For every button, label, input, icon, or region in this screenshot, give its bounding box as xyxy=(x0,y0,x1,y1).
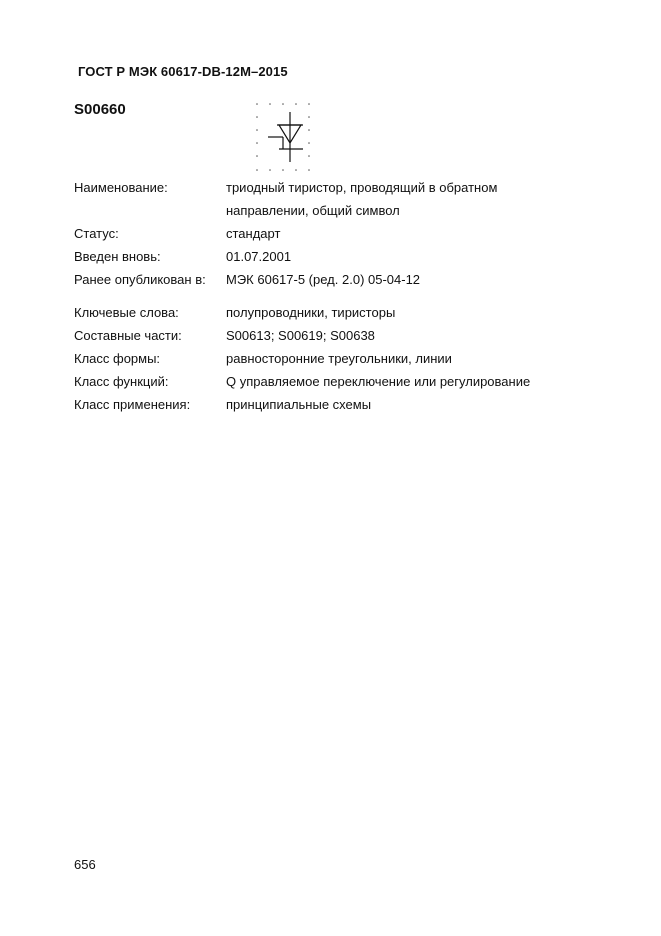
field-value: принципиальные схемы xyxy=(226,397,372,412)
symbol-code: S00660 xyxy=(74,101,126,118)
thyristor-symbol-icon xyxy=(249,98,323,178)
field-value: направлении, общий символ xyxy=(226,203,400,218)
field-value: S00613; S00619; S00638 xyxy=(226,328,375,343)
field-value: МЭК 60617-5 (ред. 2.0) 05-04-12 xyxy=(226,272,421,287)
field-label: Класс функций: xyxy=(74,374,169,389)
field-value: Q управляемое переключение или регулирование xyxy=(226,374,531,389)
page-number: 656 xyxy=(74,857,96,872)
field-label: Ранее опубликован в: xyxy=(74,272,206,287)
thyristor-lines xyxy=(268,112,303,162)
field-label: Класс применения: xyxy=(74,397,191,412)
field-value: полупроводники, тиристоры xyxy=(226,305,396,320)
field-label: Класс формы: xyxy=(74,351,161,366)
field-value: стандарт xyxy=(226,226,281,241)
document-header: ГОСТ Р МЭК 60617-DB-12M–2015 xyxy=(78,64,288,79)
field-value: 01.07.2001 xyxy=(226,249,292,264)
field-value: равносторонние треугольники, линии xyxy=(226,351,452,366)
field-label: Наименование: xyxy=(74,180,168,195)
field-value: триодный тиристор, проводящий в обратном xyxy=(226,180,498,195)
field-label: Введен вновь: xyxy=(74,249,161,264)
field-label: Ключевые слова: xyxy=(74,305,179,320)
field-label: Статус: xyxy=(74,226,119,241)
field-label: Составные части: xyxy=(74,328,182,343)
